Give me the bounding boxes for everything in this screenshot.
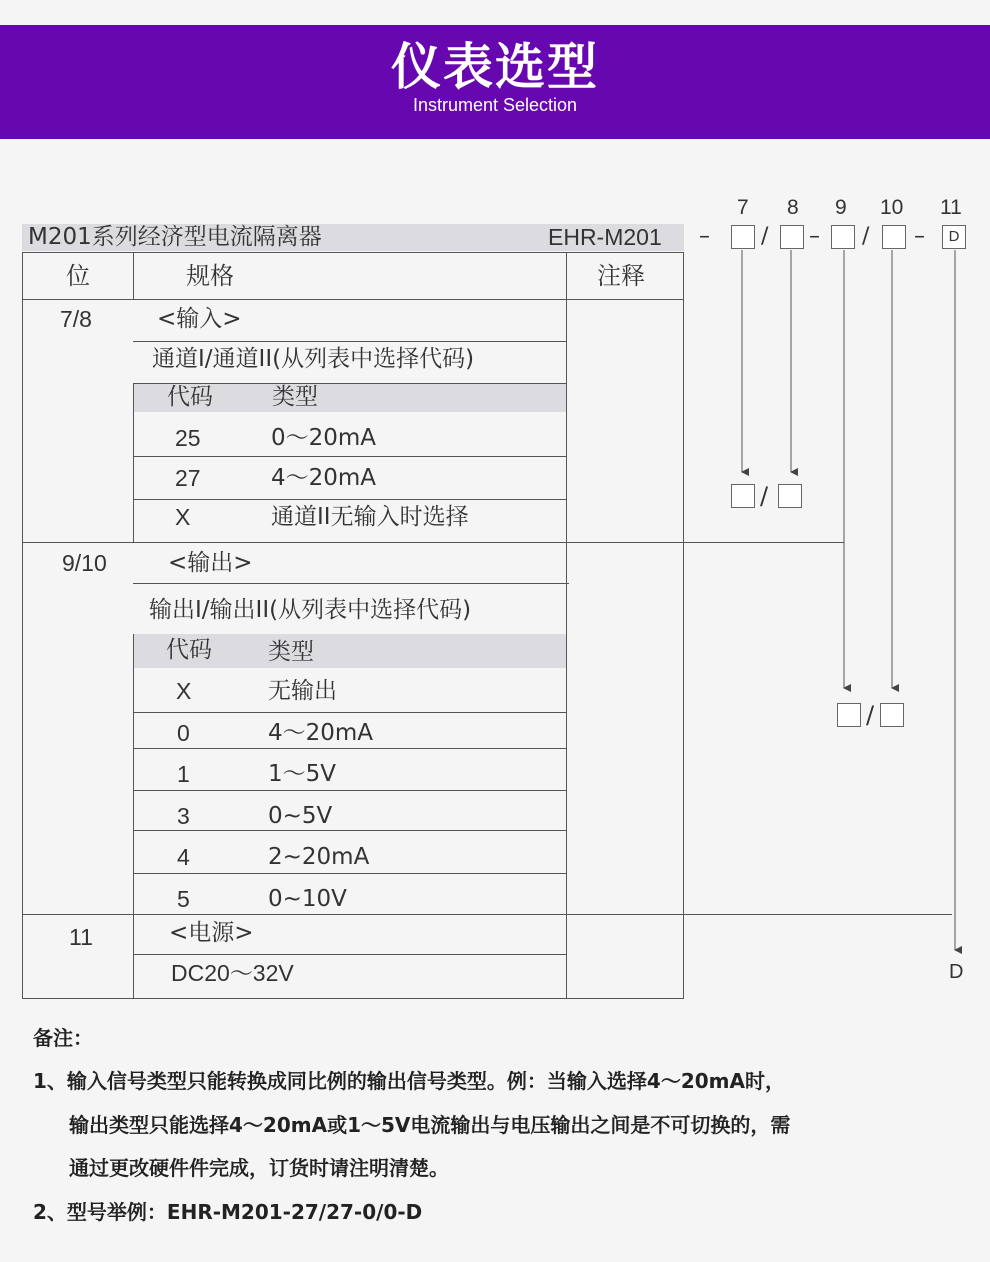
output-row-code: 4 — [177, 844, 190, 870]
output-row-type: 0~5V — [268, 803, 333, 829]
power-result-code: D — [949, 961, 964, 983]
output-row-code: 5 — [177, 886, 190, 912]
output-row-code: 1 — [177, 761, 190, 787]
input-title: <输入> — [157, 306, 242, 332]
position-label-11: 11 — [940, 196, 962, 219]
input-result-box-8 — [778, 484, 802, 508]
output-row-code: X — [176, 678, 192, 704]
model-slash-2: / — [862, 224, 870, 249]
power-value: DC20～32V — [171, 960, 294, 986]
header-spec: 规格 — [186, 262, 234, 290]
input-result-slash: / — [760, 482, 769, 510]
output-subtitle: 输出I/输出II(从列表中选择代码) — [149, 597, 472, 623]
input-col-code: 代码 — [167, 384, 213, 410]
output-col-type: 类型 — [268, 639, 314, 665]
code-box-11: D — [942, 225, 966, 249]
note-line: 通过更改硬件件完成，订货时请注明清楚。 — [69, 1156, 449, 1180]
output-row-code: 0 — [177, 720, 190, 746]
output-row-code: 3 — [177, 803, 190, 829]
model-dash-2: – — [809, 224, 820, 249]
input-row-code: 25 — [175, 425, 201, 451]
page-title: 仪表选型 — [391, 38, 599, 96]
header-note: 注释 — [597, 262, 645, 290]
input-row-code: 27 — [175, 465, 201, 491]
output-row-type: 无输出 — [268, 678, 337, 704]
product-name: M201系列经济型电流隔离器 — [28, 224, 322, 250]
model-prefix: EHR-M201 — [548, 224, 662, 250]
input-row-type: 通道II无输入时选择 — [271, 504, 469, 530]
header-position: 位 — [66, 262, 90, 290]
note-line: 2、型号举例：EHR-M201-27/27-0/0-D — [33, 1200, 423, 1224]
position-label-8: 8 — [787, 196, 799, 219]
output-result-box-10 — [880, 703, 904, 727]
input-col-type: 类型 — [272, 384, 318, 410]
input-result-box-7 — [731, 484, 755, 508]
input-position: 7/8 — [60, 306, 92, 332]
position-label-10: 10 — [880, 196, 904, 219]
power-title: <电源> — [169, 920, 254, 946]
output-title: <输出> — [168, 550, 253, 576]
input-row-type: 4～20mA — [271, 465, 377, 491]
output-position: 9/10 — [62, 550, 107, 576]
page-subtitle: Instrument Selection — [412, 95, 578, 115]
notes-title: 备注： — [33, 1026, 93, 1050]
input-subtitle: 通道I/通道II(从列表中选择代码) — [152, 346, 475, 372]
model-slash-1: / — [761, 224, 769, 249]
input-row-code: X — [175, 504, 191, 530]
note-line: 输出类型只能选择4～20mA或1～5V电流输出与电压输出之间是不可切换的，需 — [69, 1113, 791, 1137]
power-position: 11 — [69, 924, 93, 950]
output-result-box-9 — [837, 703, 861, 727]
output-row-type: 2~20mA — [268, 844, 370, 870]
output-row-type: 1～5V — [268, 761, 337, 787]
position-label-9: 9 — [835, 196, 847, 219]
input-row-type: 0～20mA — [271, 425, 377, 451]
output-result-slash: / — [866, 701, 875, 729]
output-row-type: 0~10V — [268, 886, 347, 912]
output-row-type: 4～20mA — [268, 720, 374, 746]
model-dash-3: – — [914, 224, 925, 249]
model-dash-1: – — [699, 224, 710, 249]
note-line: 1、输入信号类型只能转换成同比例的输出信号类型。例：当输入选择4～20mA时， — [33, 1069, 785, 1093]
position-label-7: 7 — [737, 196, 749, 219]
output-col-code: 代码 — [166, 637, 212, 663]
